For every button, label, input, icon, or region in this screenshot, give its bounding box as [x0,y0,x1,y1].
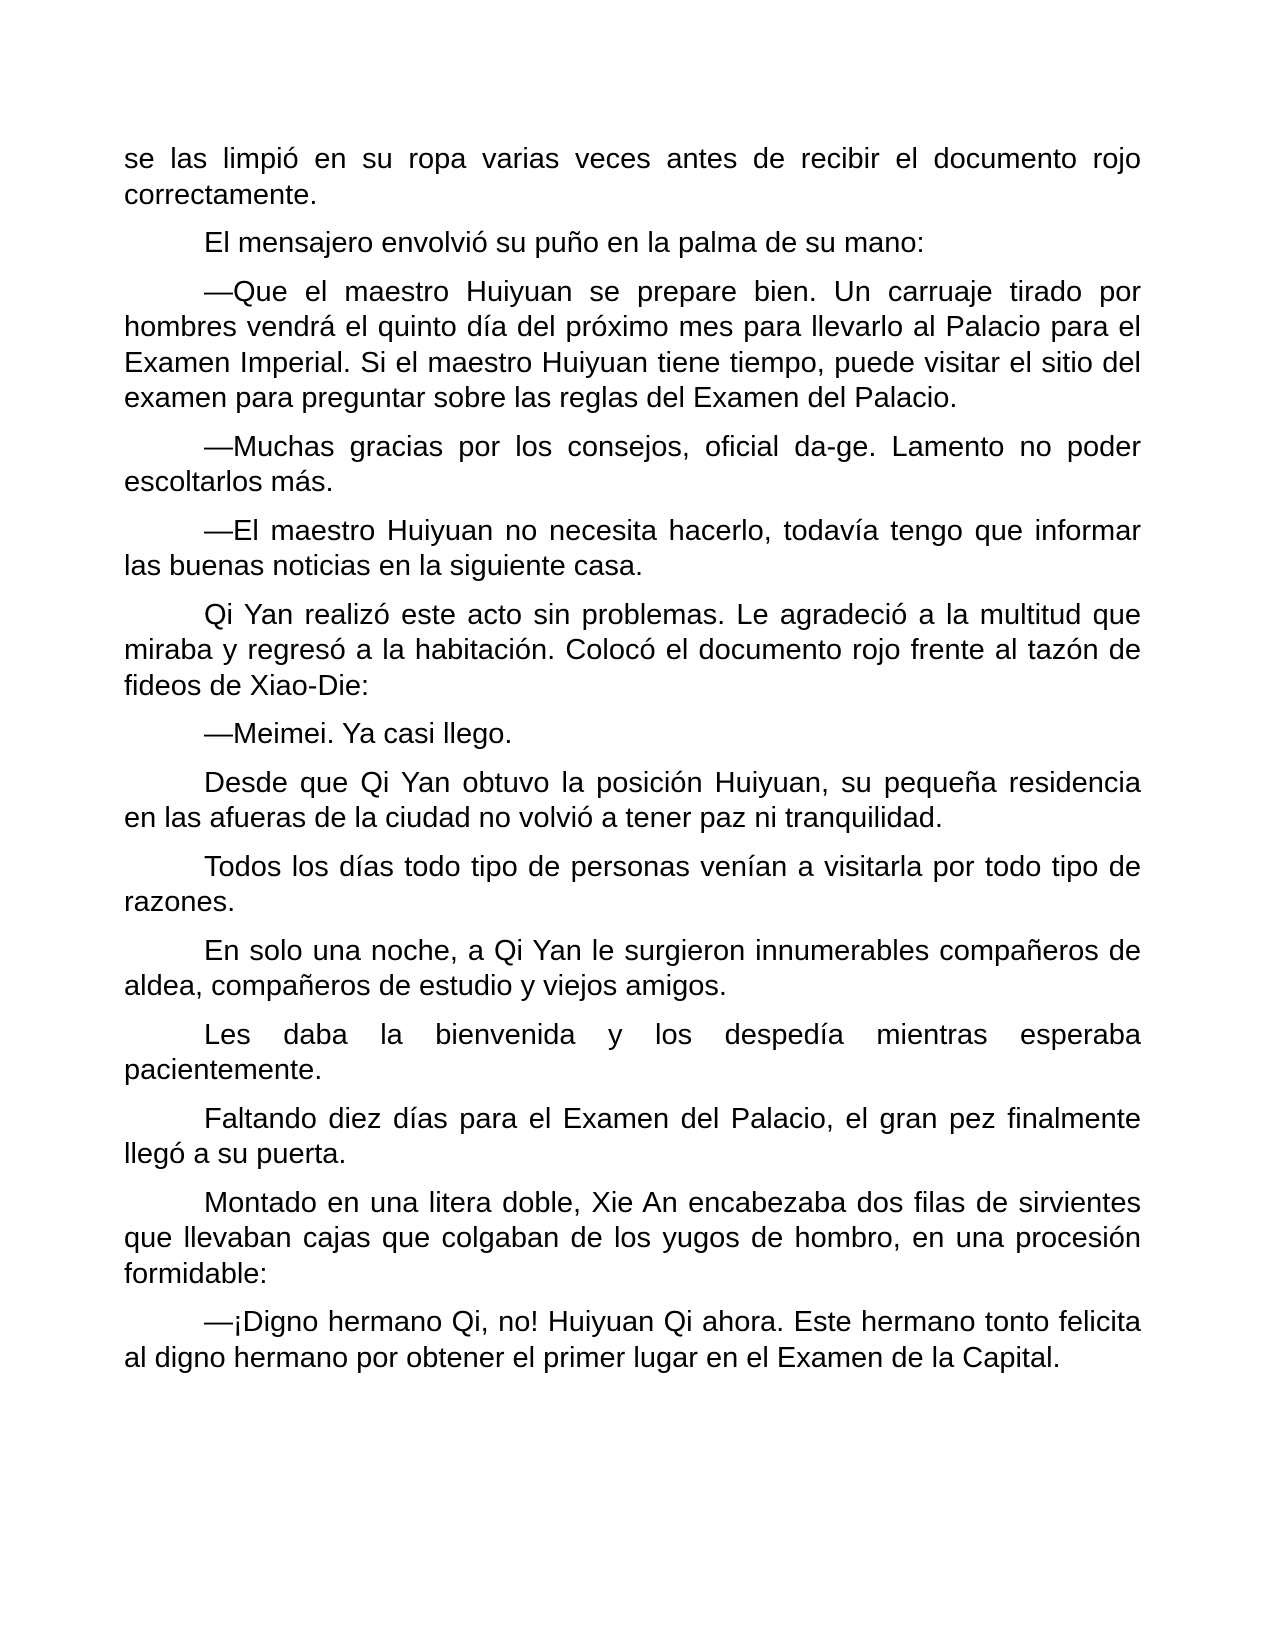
paragraph-11: Les daba la bienvenida y los despedía mientras esperaba pacientemente. [124,1018,1141,1086]
paragraph-5: —El maestro Huiyuan no necesita hacerlo, todavía tengo que informar las buenas noticias en la siguiente casa. [124,514,1141,582]
paragraph-1: se las limpió en su ropa varias veces antes de recibir el documento rojo correctamente. [124,143,1141,211]
paragraph-2: El mensajero envolvió su puño en la palma de su mano: [204,227,925,259]
paragraph-12: Faltando diez días para el Examen del Palacio, el gran pez finalmente llegó a su puerta. [124,1102,1141,1170]
paragraph-3: —Que el maestro Huiyuan se prepare bien. Un carruaje tirado por hombres vendrá el quinto día del próximo mes para llevarlo al Palacio para el Examen Imperial. Si el maestro Huiyuan tiene tiempo, puede visitar el sitio del examen para preguntar sobre las reglas del Examen del Palacio. [124,275,1141,414]
document-page [124,142,1141,1376]
paragraph-4: —Muchas gracias por los consejos, oficial da-ge. Lamento no poder escoltarlos más. [124,430,1141,498]
paragraph-10: En solo una noche, a Qi Yan le surgieron innumerables compañeros de aldea, compañeros de estudio y viejos amigos. [124,934,1141,1002]
paragraph-6: Qi Yan realizó este acto sin problemas. Le agradeció a la multitud que miraba y regresó a la habitación. Colocó el documento rojo frente al tazón de fideos de Xiao-Die: [124,598,1141,702]
paragraph-13: Montado en una litera doble, Xie An encabezaba dos filas de sirvientes que llevaban cajas que colgaban de los yugos de hombro, en una procesión formidable: [124,1186,1141,1290]
paragraph-9: Todos los días todo tipo de personas venían a visitarla por todo tipo de razones. [124,850,1141,918]
paragraph-14: —¡Digno hermano Qi, no! Huiyuan Qi ahora. Este hermano tonto felicita al digno hermano por obtener el primer lugar en el Examen de la Capital. [124,1306,1141,1374]
paragraph-8: Desde que Qi Yan obtuvo la posición Huiyuan, su pequeña residencia en las afueras de la ciudad no volvió a tener paz ni tranquilidad. [124,766,1141,834]
paragraph-7: —Meimei. Ya casi llego. [204,718,513,750]
